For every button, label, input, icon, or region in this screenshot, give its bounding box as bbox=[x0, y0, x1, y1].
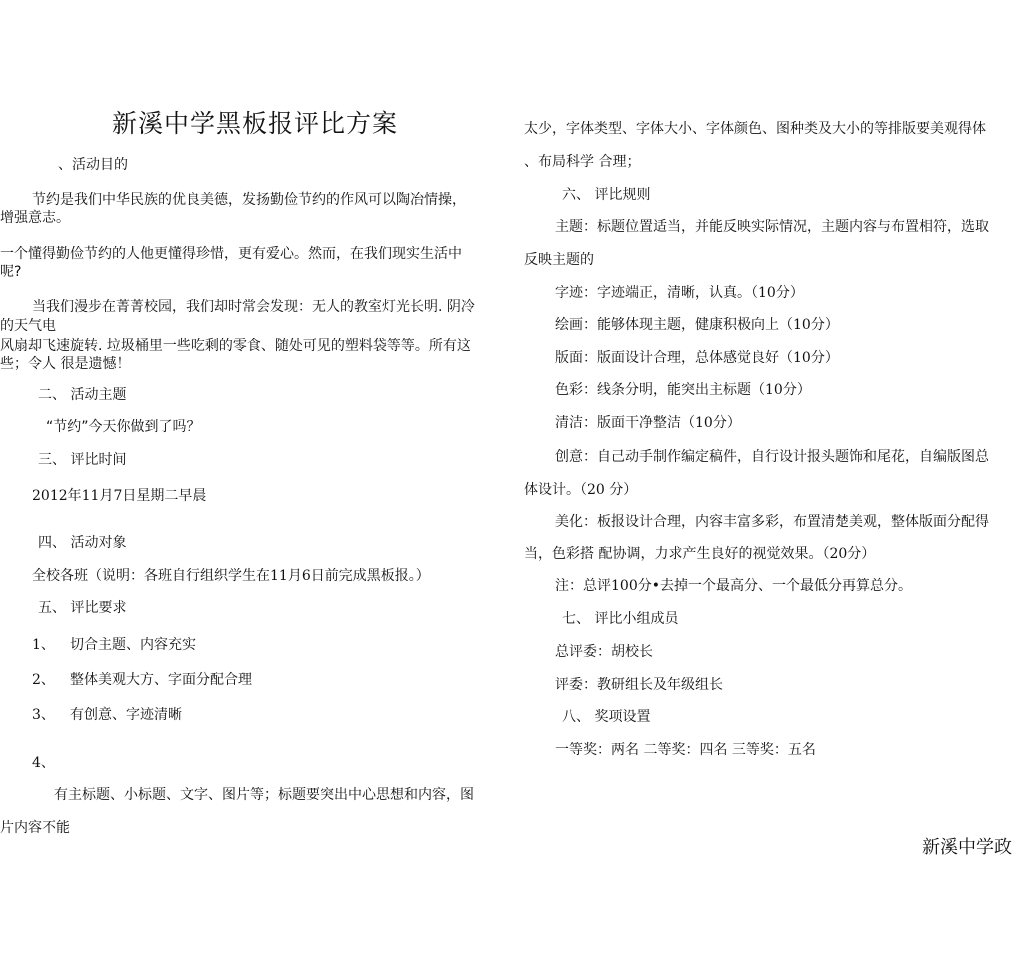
section-heading-awards: 八、 奖项设置 bbox=[562, 709, 651, 725]
paragraph-line: 些；令人 很是遗憾！ bbox=[0, 356, 131, 372]
rule-item: 清洁：版面干净整洁（10分） bbox=[555, 415, 741, 431]
paragraph-line: 主题：标题位置适当，并能反映实际情况，主题内容与布置相符，选取 bbox=[555, 219, 989, 235]
rule-item: 版面：版面设计合理，总体感觉良好（10分） bbox=[555, 350, 839, 366]
requirement-number: 4、 bbox=[32, 755, 55, 771]
evaluation-time: 2012年11月7日星期二早晨 bbox=[32, 488, 207, 504]
paragraph-line: 当我们漫步在菁菁校园，我们却时常会发现：无人的教室灯光长明. 阴冷 bbox=[32, 299, 475, 315]
section-heading-target: 四、 活动对象 bbox=[38, 535, 127, 551]
paragraph-line: 体设计。（20 分） bbox=[524, 482, 638, 498]
section-heading-purpose: 、活动目的 bbox=[58, 157, 128, 173]
activity-target: 全校各班（说明：各班自行组织学生在11月6日前完成黑板报。） bbox=[32, 568, 430, 584]
activity-theme: “节约”今天你做到了吗？ bbox=[46, 419, 201, 435]
section-heading-committee: 七、 评比小组成员 bbox=[562, 611, 679, 627]
paragraph-line: 的天气电 bbox=[0, 318, 56, 334]
requirement-number: 3、 bbox=[32, 707, 55, 723]
section-heading-time: 三、 评比时间 bbox=[38, 452, 127, 468]
paragraph-line: 有主标题、小标题、文字、图片等；标题要突出中心思想和内容，图 bbox=[54, 787, 474, 803]
judges: 评委：教研组长及年级组长 bbox=[555, 677, 723, 693]
requirement-number: 1、 bbox=[32, 637, 55, 653]
requirement-text: 整体美观大方、字面分配合理 bbox=[70, 672, 252, 688]
awards: 一等奖：两名 二等奖：四名 三等奖：五名 bbox=[555, 742, 816, 758]
paragraph-line: 、布局科学 合理； bbox=[524, 154, 641, 170]
rule-note: 注：总评100分•去掉一个最高分、一个最低分再算总分。 bbox=[555, 578, 912, 594]
section-heading-requirements: 五、 评比要求 bbox=[38, 600, 127, 616]
paragraph-line: 当，色彩搭 配协调，力求产生良好的视觉效果。（20分） bbox=[524, 546, 876, 562]
requirement-number: 2、 bbox=[32, 672, 55, 688]
page-title: 新溪中学黑板报评比方案 bbox=[112, 109, 399, 138]
section-heading-theme: 二、 活动主题 bbox=[38, 387, 127, 403]
paragraph-line: 风扇却飞速旋转. 垃圾桶里一些吃剩的零食、随处可见的塑料袋等等。所有这 bbox=[0, 338, 471, 354]
requirement-text: 切合主题、内容充实 bbox=[70, 637, 196, 653]
chief-judge: 总评委：胡校长 bbox=[555, 644, 653, 660]
paragraph-line: 一个懂得勤俭节约的人他更懂得珍惜，更有爱心。然而，在我们现实生活中 bbox=[0, 246, 462, 262]
paragraph-line: 片内容不能 bbox=[0, 820, 70, 836]
rule-item: 字迹：字迹端正，清晰，认真。（10分） bbox=[555, 285, 804, 301]
issuer-signature: 新溪中学政 bbox=[922, 837, 1012, 858]
rule-item: 绘画：能够体现主题，健康积极向上（10分） bbox=[555, 317, 839, 333]
paragraph-line: 创意：自己动手制作编定稿件，自行设计报头题饰和尾花，自编版图总 bbox=[555, 449, 989, 465]
paragraph-line: 节约是我们中华民族的优良美德，发扬勤俭节约的作风可以陶冶情操， bbox=[32, 192, 466, 208]
rule-item: 色彩：线条分明，能突出主标题（10分） bbox=[555, 382, 811, 398]
paragraph-line: 增强意志。 bbox=[0, 210, 70, 226]
requirement-text: 有创意、字迹清晰 bbox=[70, 707, 182, 723]
paragraph-line: 太少，字体类型、字体大小、字体颜色、图种类及大小的等排版要美观得体 bbox=[524, 121, 986, 137]
paragraph-line: 反映主题的 bbox=[524, 252, 594, 268]
section-heading-rules: 六、 评比规则 bbox=[562, 187, 651, 203]
paragraph-line: 美化：板报设计合理，内容丰富多彩，布置清楚美观，整体版面分配得 bbox=[555, 514, 989, 530]
paragraph-line: 呢? bbox=[0, 264, 22, 280]
